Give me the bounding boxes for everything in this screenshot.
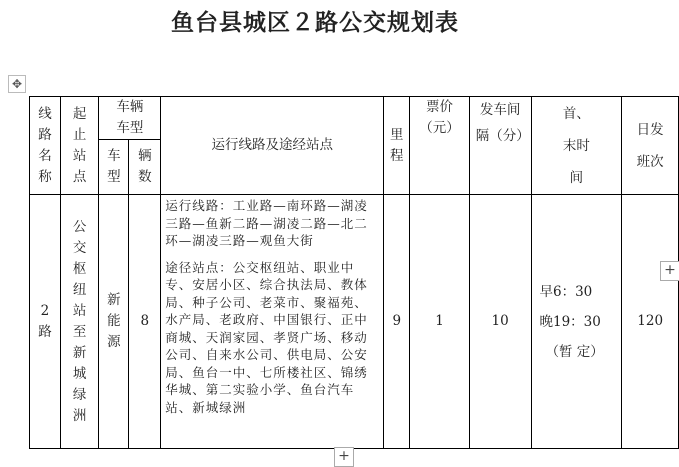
cell-daily-trips: 120	[622, 195, 679, 449]
bus-route-table	[29, 96, 679, 449]
header-vehicle-type: 车型	[99, 140, 129, 195]
header-interval: 发车间隔（分）	[469, 97, 531, 195]
header-terminals: 起止站点	[60, 97, 99, 195]
page-title: 鱼台县城区２路公交规划表	[171, 9, 459, 36]
cell-line-name: 2路	[30, 195, 61, 449]
route-line-text: 运行线路：工业路—南环路—湖凌三路—鱼新二路—湖凌二路—北二环—湖凌三路—观鱼大街	[165, 198, 368, 248]
cell-fare: 1	[410, 195, 470, 449]
add-row-button[interactable]: +	[334, 447, 354, 467]
cell-route	[161, 195, 384, 449]
cell-vehicle-count: 8	[129, 195, 161, 449]
add-column-button[interactable]: +	[660, 261, 679, 281]
cell-vehicle-type: 新能源	[99, 195, 129, 449]
cell-interval: 10	[469, 195, 531, 449]
cell-first-last	[531, 195, 622, 449]
time-note: （暂 定）	[545, 343, 604, 360]
route-stops-text: 途径站点：公交枢纽站、职业中专、安居小区、综合执法局、教体局、种子公司、老菜市、聚福苑、水产局、老政府、中国银行、正中商城、天润家园、孝贤广场、移动公司、自来水公司、供电局、公安局、鱼台一中、七所楼社区、锦绣华城、第二实验小学、鱼台汽车站、新城绿洲	[165, 259, 368, 415]
cell-mileage: 9	[384, 195, 410, 449]
header-mileage: 里程	[384, 97, 410, 195]
table-move-handle-icon[interactable]: ✥	[8, 75, 26, 93]
header-route: 运行线路及途经站点	[161, 97, 384, 195]
cell-terminals: 公交枢纽站至新城绿洲	[60, 195, 99, 449]
header-first-last: 首、末时间	[531, 97, 622, 195]
last-time: 晚19：30	[539, 313, 601, 330]
header-daily-trips: 日发班次	[622, 97, 679, 195]
header-line-name: 线路名称	[30, 97, 61, 195]
header-vehicle: 车辆车型	[99, 97, 161, 140]
header-vehicle-count: 辆数	[129, 140, 161, 195]
first-time: 早6：30	[539, 283, 593, 300]
header-fare: 票价（元）	[410, 97, 470, 195]
